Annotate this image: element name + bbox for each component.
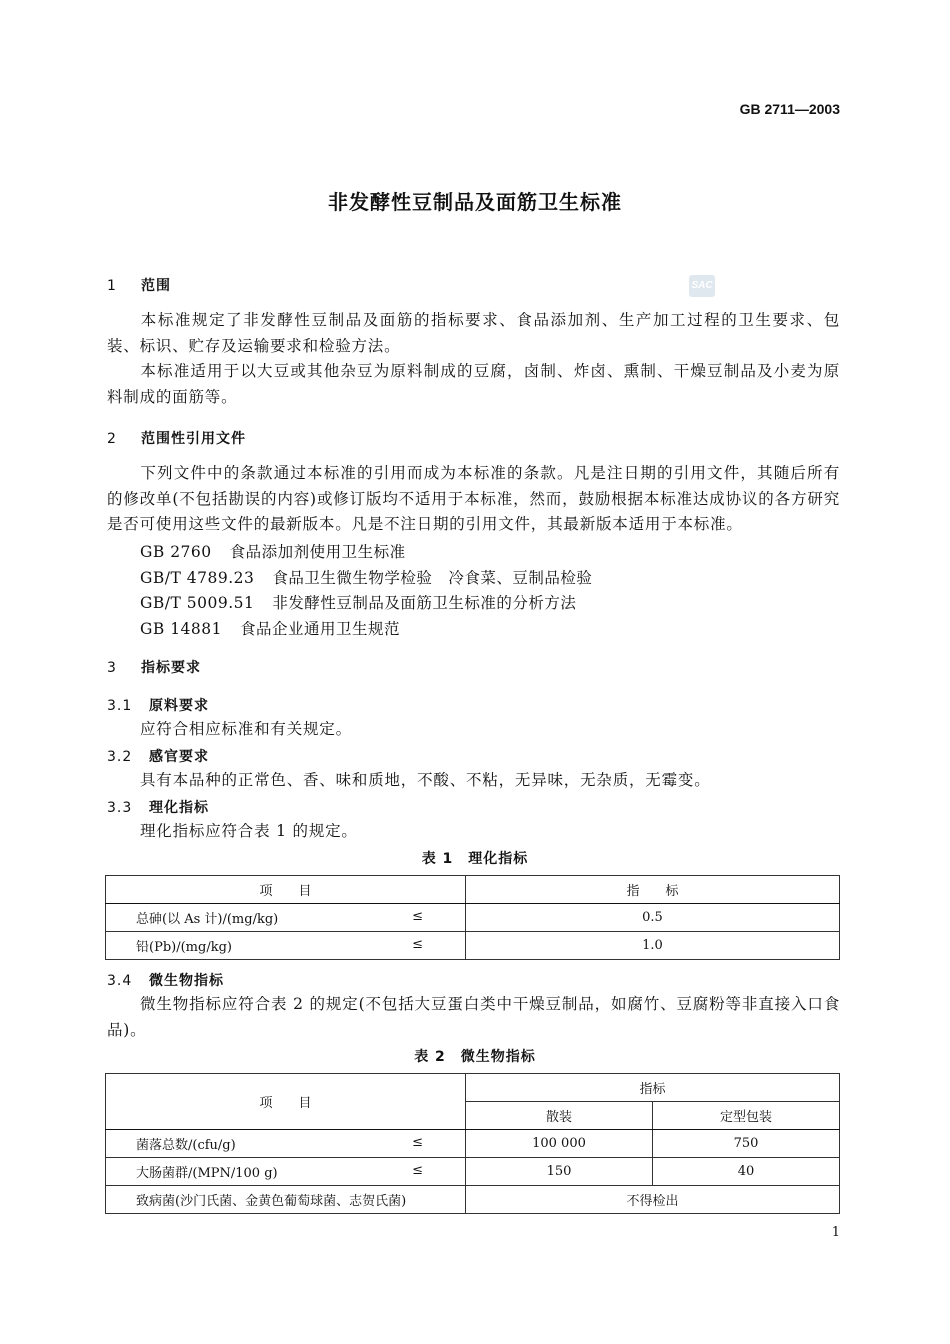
operator: ≤ [412,1135,423,1150]
operator: ≤ [412,909,423,924]
reference-item: GB/T 4789.23 食品卫生微生物学检验 冷食菜、豆制品检验 [140,569,593,587]
section-2-heading: 2 范围性引用文件 [107,431,246,447]
section-3-4-text: 微生物指标应符合表 2 的规定(不包括大豆蛋白类中干燥豆制品，如腐竹、豆腐粉等非直接入口食品)。 [107,995,840,1039]
value-cell: 0.5 [466,904,840,932]
reference-item: GB/T 5009.51 非发酵性豆制品及面筋卫生标准的分析方法 [140,594,577,612]
column-header-item: 项 目 [106,876,466,904]
reference-item: GB 2760 食品添加剂使用卫生标准 [140,543,406,561]
table-row [106,1130,840,1158]
item-name: 致病菌(沙门氏菌、金黄色葡萄球菌、志贺氏菌) [136,1194,407,1209]
item-name: 大肠菌群/(MPN/100 g) [136,1166,278,1181]
table-row [106,1186,840,1214]
section-3-2-text: 具有本品种的正常色、香、味和质地，不酸、不粘，无异味，无杂质，无霉变。 [140,771,711,789]
section-1-paragraph-2: 本标准适用于以大豆或其他杂豆为原料制成的豆腐，卤制、炸卤、熏制、干燥豆制品及小麦为原料制成的面筋等。 [107,362,840,406]
value-cell: 不得检出 [466,1186,840,1214]
operator: ≤ [412,937,423,952]
section-3-2-heading: 3.2 感官要求 [107,749,209,765]
subheader-bulk: 散装 [466,1102,653,1130]
table-row [106,932,840,960]
column-header-item: 项 目 [106,1074,466,1130]
section-3-heading: 3 指标要求 [107,660,201,676]
value-cell: 1.0 [466,932,840,960]
value-cell: 750 [653,1130,840,1158]
document-title: 非发酵性豆制品及面筋卫生标准 [328,190,622,214]
table-header-row [106,876,840,904]
column-header-value: 指标 [466,1074,840,1102]
value-cell: 100 000 [466,1130,653,1158]
item-name: 总砷(以 As 计)/(mg/kg) [136,912,279,927]
item-name: 铅(Pb)/(mg/kg) [136,940,232,955]
section-1-paragraph-1: 本标准规定了非发酵性豆制品及面筋的指标要求、食品添加剂、生产加工过程的卫生要求、包装、标识、贮存及运输要求和检验方法。 [107,311,840,355]
column-header-value: 指 标 [466,876,840,904]
standard-number: GB 2711—2003 [739,101,840,117]
table-2-caption: 表 2 微生物指标 [414,1049,536,1065]
section-3-3-text: 理化指标应符合表 1 的规定。 [140,822,358,840]
table-row [106,904,840,932]
table-2 [105,1073,840,1214]
table-1 [105,875,840,960]
section-3-4-heading: 3.4 微生物指标 [107,973,224,989]
page-number: 1 [831,1225,840,1240]
value-cell: 150 [466,1158,653,1186]
sac-watermark-logo: SAC [689,275,715,297]
section-3-3-heading: 3.3 理化指标 [107,800,209,816]
section-3-1-text: 应符合相应标准和有关规定。 [140,720,352,738]
operator: ≤ [412,1163,423,1178]
item-name: 菌落总数/(cfu/g) [136,1138,236,1153]
reference-item: GB 14881 食品企业通用卫生规范 [140,620,401,638]
section-3-1-heading: 3.1 原料要求 [107,698,209,714]
table-row [106,1158,840,1186]
table-1-caption: 表 1 理化指标 [421,851,529,867]
value-cell: 40 [653,1158,840,1186]
section-2-paragraph: 下列文件中的条款通过本标准的引用而成为本标准的条款。凡是注日期的引用文件，其随后所有的修改单(不包括勘误的内容)或修订版均不适用于本标准，然而，鼓励根据本标准达成协议的各方研究是否可使用这些文件的最新版本。凡是不注日期的引用文件，其最新版本适用于本标准。 [107,464,840,533]
section-1-heading: 1 范围 [107,278,171,294]
subheader-packaged: 定型包装 [653,1102,840,1130]
